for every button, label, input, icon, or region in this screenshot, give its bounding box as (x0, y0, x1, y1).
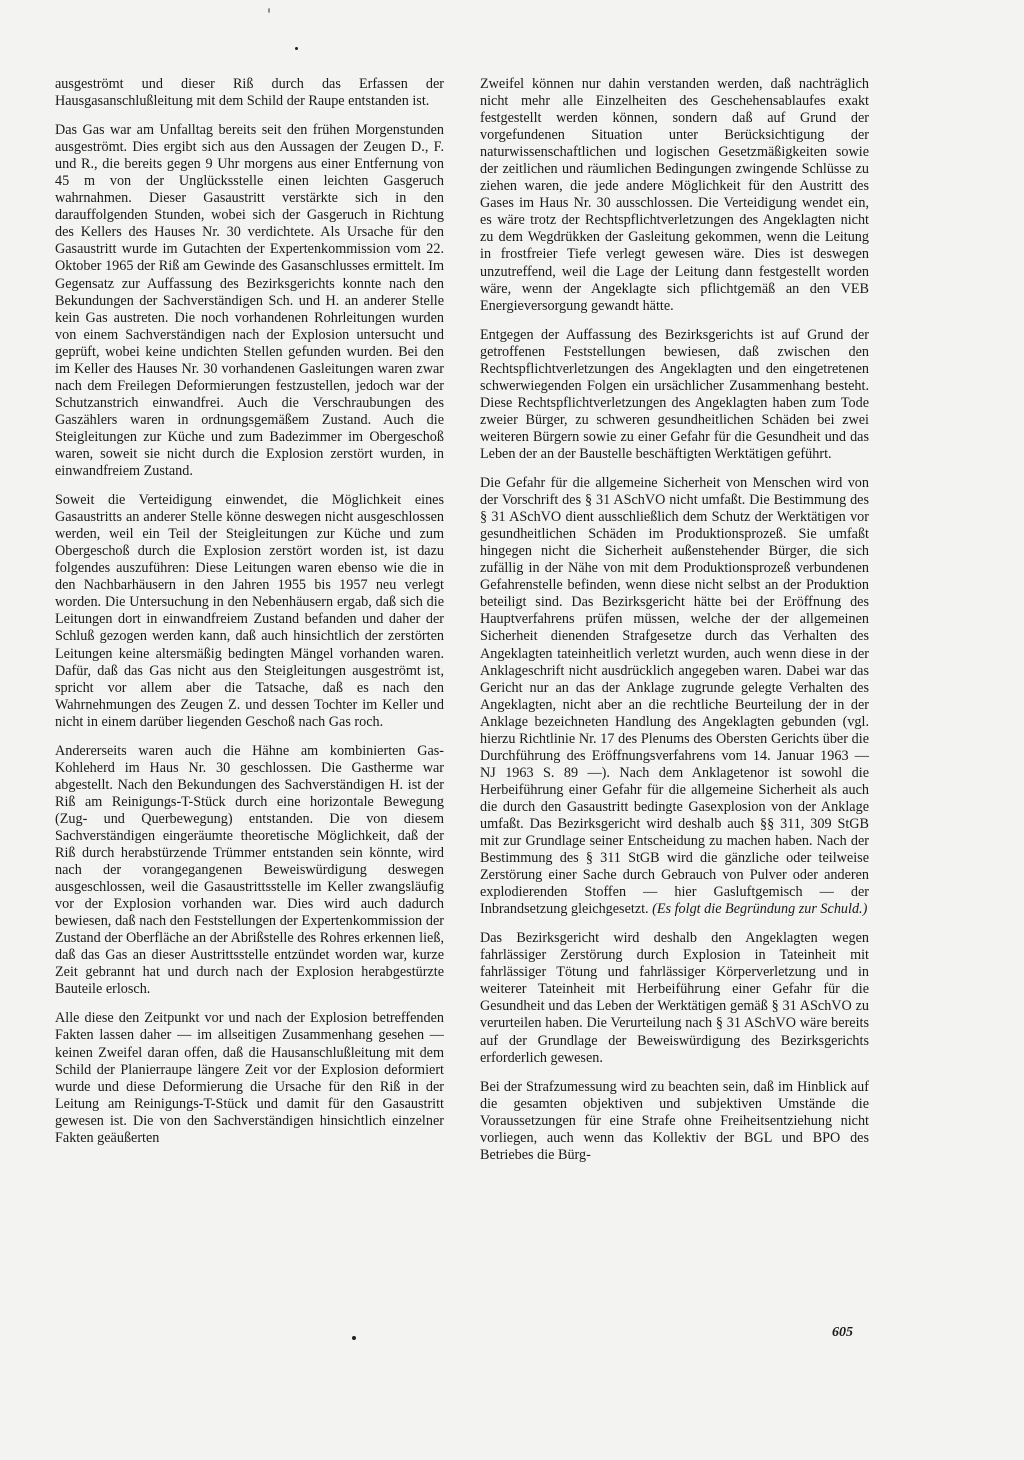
paragraph (480, 475, 869, 918)
paragraph: ausgeströmt und dieser Riß durch das Erfassen der Hausgasanschlußleitung mit dem Schild der Raupe entstanden ist. (55, 76, 444, 110)
paragraph: Alle diese den Zeitpunkt vor und nach der Explosion betreffenden Fakten lassen daher — im allseitigen Zusammenhang gesehen — keinen Zweifel daran offen, daß die Hausanschlußleitung mit dem Schild der Planierraupe längere Zeit vor der Explosion deformiert wurde und diese Deformierung die Ursache für den Riß in der Leitung am Reinigungs-T-Stück und damit für den Gasaustritt gewesen ist. Die von den Sachverständigen hinsichtlich einzelner Fakten geäußerten (55, 1010, 444, 1146)
paragraph: Das Bezirksgericht wird deshalb den Angeklagten wegen fahrlässiger Zerstörung durch Explosion in Tateinheit mit fahrlässiger Tötung und fahrlässiger Körperverletzung und in weiterer Tateinheit mit Herbeiführung einer Gefahr für die Gesundheit und das Leben der Werktätigen gemäß § 31 ASchVO zu verurteilen haben. Die Verurteilung nach § 31 ASchVO wäre bereits auf der Grundlage der Beweiswürdigung des Bezirksgerichts erforderlich gewesen. (480, 930, 869, 1066)
left-column (55, 76, 444, 1159)
page-number: 605 (832, 1325, 853, 1340)
paragraph: Bei der Strafzumessung wird zu beachten sein, daß im Hinblick auf die gesamten objektiven und subjektiven Umstände die Voraussetzungen für eine Strafe ohne Freiheitsentziehung nicht vorliegen, auch wenn das Kollektiv der BGL und BPO des Betriebes die Bürg- (480, 1078, 869, 1163)
scan-speck (352, 1336, 356, 1340)
paragraph: Zweifel können nur dahin verstanden werden, daß nachträglich nicht mehr alle Einzelheiten des Geschehensablaufes exakt festgestellt werden können, sondern daß auf Grund der vorgefundenen Situation unter Berücksichtigung der naturwissenschaftlichen und logischen Gesetzmäßigkeiten sowie der zeitlichen und räumlichen Bedingungen zwingende Schlüsse zu ziehen waren, die jede andere Möglichkeit für den Austritt des Gases im Haus Nr. 30 ausschlossen. Die Verteidigung wendet ein, es wäre trotz der Rechtspflichtverletzungen des Angeklagten nicht zu dem Wegdrükken der Gasleitung gekommen, wenn die Leitung in frostfreier Tiefe verlegt gewesen wäre. Dies ist deswegen unzutreffend, weil die Lage der Leitung dann festgestellt worden wäre, wenn der Angeklagte sich pflichtgemäß an den VEB Energieversorgung gewandt hätte. (480, 76, 869, 314)
scan-speck (295, 47, 298, 50)
right-column (480, 76, 869, 1176)
paragraph-text: Die Gefahr für die allgemeine Sicherheit von Menschen wird von der Vorschrift des § 31 ASchVO nicht umfaßt. Die Bestimmung des § 31 ASchVO dient ausschließlich dem Schutz der Werktätigen vor gesundheitlichen Schäden im Produktionsprozeß. Sie umfaßt hingegen nicht die Sicherheit außenstehender Bürger, die sich zufällig in der Nähe von mit dem Produktionsprozeß verbundenen Gefahrenstelle befinden, wenn diese nicht selbst an der Produktion beteiligt sind. Das Bezirksgericht hätte bei der Eröffnung des Hauptverfahrens prüfen müssen, welche der der allgemeinen Sicherheit dienenden Strafgesetze durch das Verhalten des Angeklagten tateinheitlich verletzt wurden, auch wenn diese in der Anklageschrift nicht ausdrücklich angegeben waren. Dabei war das Gericht nur an das der Anklage zugrunde gelegte Verhalten des Angeklagten, nicht aber an die rechtliche Beurteilung der in der Anklage bezeichneten Handlung des Angeklagten gebunden (vgl. hierzu Richtlinie Nr. 17 des Plenums des Obersten Gerichts über die Durchführung des Eröffnungsverfahrens vom 14. Januar 1963 — NJ 1963 S. 89 —). Nach dem Anklagetenor ist sowohl die Herbeiführung einer Gefahr für die allgemeine Sicherheit als auch die durch den Gasaustritt bedingte Gasexplosion von der Anklage umfaßt. Das Bezirksgericht wird deshalb auch §§ 311, 309 StGB mit zur Grundlage seiner Entscheidung zu machen haben. Nach der Bestimmung des § 311 StGB wird die gänzliche oder teilweise Zerstörung einer Sache durch Gebrauch von Pulver oder anderen explodierenden Stoffen — hier Gasluftgemisch — der Inbrandsetzung gleichgesetzt. (480, 475, 869, 918)
paragraph: Andererseits waren auch die Hähne am kombinierten Gas-Kohleherd im Haus Nr. 30 geschlossen. Die Gastherme war abgestellt. Nach den Bekundungen des Sachverständigen H. ist der Riß am Reinigungs-T-Stück durch eine horizontale Bewegung (Zug- und Querbewegung) entstanden. Die von diesem Sachverständigen eingeräumte theoretische Möglichkeit, daß der Riß durch herabstürzende Trümmer entstanden sein könnte, wird nach der vorangegangenen Beweiswürdigung deswegen ausgeschlossen, weil die Gasaustrittsstelle im Keller zwangsläufig vor der Explosion vorhanden war. Dies wird auch dadurch bewiesen, daß nach den Feststellungen der Expertenkommission der Zustand der Oberfläche an der Abrißstelle des Rohres erkennen ließ, daß das Gas an dieser Austrittsstelle entzündet worden war, kurze Zeit gebrannt hat und durch nach der Explosion herabgestürzte Bauteile erlosch. (55, 742, 444, 998)
italic-note: (Es folgt die Begründung zur Schuld.) (652, 901, 868, 918)
paragraph: Entgegen der Auffassung des Bezirksgerichts ist auf Grund der getroffenen Feststellungen bewiesen, daß zwischen den Rechtspflichtverletzungen des Angeklagten und den eingetretenen schwerwiegenden Folgen ein ursächlicher Zusammenhang besteht. Diese Rechtspflichtverletzungen des Angeklagten haben zum Tode zweier Bürger, zu schweren gesundheitlichen Schäden bei zwei weiteren Bürgern sowie zu einer Gefahr für die Gesundheit und das Leben der an der Baustelle beschäftigten Werktätigen geführt. (480, 326, 869, 462)
paragraph: Das Gas war am Unfalltag bereits seit den frühen Morgenstunden ausgeströmt. Dies ergibt sich aus den Aussagen der Zeugen D., F. und R., die bereits gegen 9 Uhr morgens aus einer Entfernung von 45 m von der Unglücksstelle einen leichten Gasgeruch wahrnahmen. Dieser Gasaustritt verstärkte sich in den darauffolgenden Stunden, wobei sich der Gasgeruch in Richtung des Kellers des Hauses Nr. 30 verdichtete. Als Ursache für den Gasaustritt wurde im Gutachten der Expertenkommission vom 22. Oktober 1965 der Riß am Gewinde des Gasanschlusses ermittelt. Im Gegensatz zur Auffassung des Bezirksgerichts konnte nach den Bekundungen der Sachverständigen Sch. und H. an anderer Stelle kein Gas austreten. Die noch vorhandenen Rohrleitungen wurden von einem Sachverständigen nach der Explosion untersucht und geprüft, wobei keine undichten Stellen gefunden wurden. Bei den im Keller des Hauses Nr. 30 vorhandenen Gasleitungen waren zwar nach dem Freilegen Deformierungen festzustellen, jedoch war der Schutzanstrich einwandfrei. Auch die Verschraubungen des Gaszählers waren in ordnungsgemäßem Zustand. Auch die Steigleitungen zur Küche und zum Badezimmer im Obergeschoß waren, soweit sie nicht durch die Explosion zerstört wurden, in einwandfreiem Zustand. (55, 122, 444, 480)
scan-speck (268, 8, 270, 13)
paragraph: Soweit die Verteidigung einwendet, die Möglichkeit eines Gasaustritts an anderer Stelle könne deswegen nicht ausgeschlossen werden, weil ein Teil der Steigleitungen zur Küche und zum Obergeschoß durch die Explosion zerstört worden ist, ist dazu folgendes auszuführen: Diese Leitungen waren ebenso wie die in den Nachbarhäusern in den Jahren 1955 bis 1957 neu verlegt worden. Die Untersuchung in den Nebenhäusern ergab, daß sich die Leitungen dort in einwandfreiem Zustand befanden und daher der Schluß gezogen werden kann, daß auch hinsichtlich der zerstörten Leitungen keine altersmäßig bedingten Mängel vorhanden waren. Dafür, daß das Gas nicht aus den Steigleitungen ausgeströmt ist, spricht vor allem aber die Tatsache, daß es nach den Wahrnehmungen des Zeugen Z. und dessen Tochter im Keller und nicht in einem darüber liegenden Geschoß nach Gas roch. (55, 492, 444, 730)
